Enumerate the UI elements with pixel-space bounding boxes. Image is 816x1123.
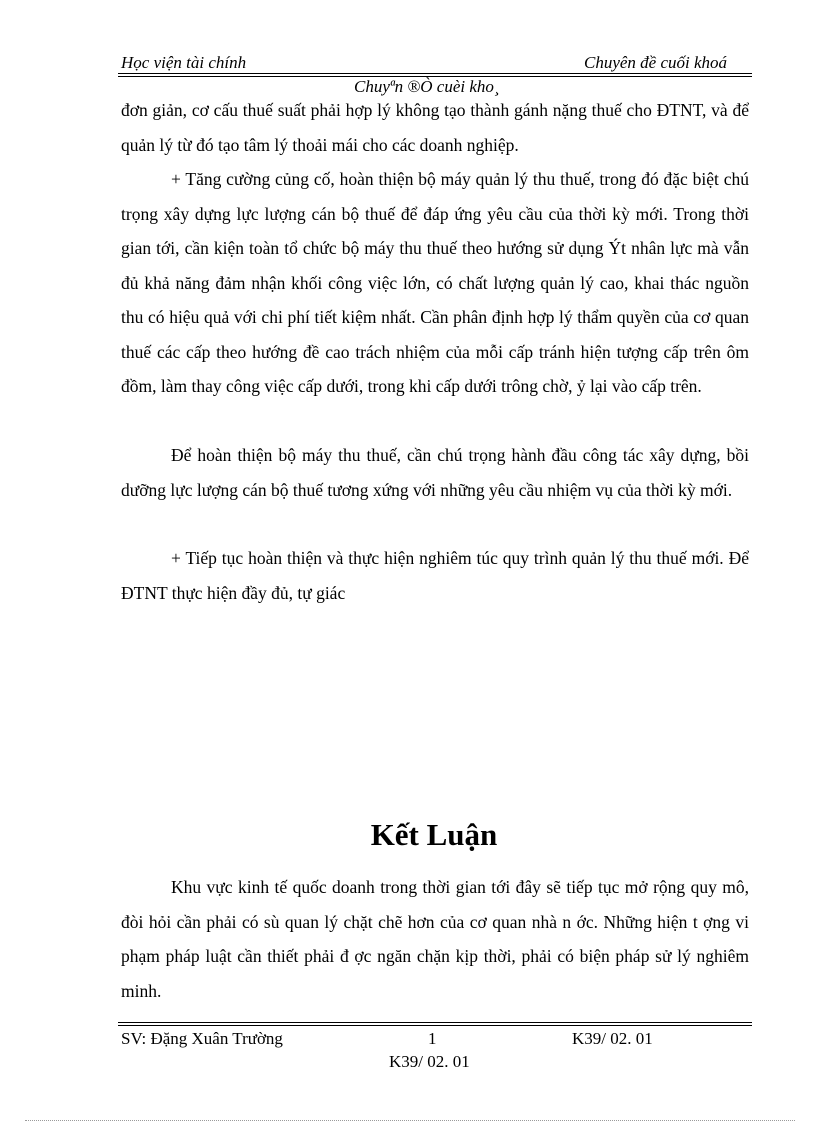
header-rule	[118, 73, 752, 74]
footer-subcode: K39/ 02. 01	[389, 1052, 470, 1071]
header-school: Học viện tài chính	[121, 53, 247, 72]
footer-class-code: K39/ 02. 01	[572, 1029, 653, 1048]
body-paragraph: Để hoàn thiện bộ máy thu thuế, cần chú trọng hành đầu công tác xây dựng, bồi dưỡng lực lượng cán bộ thuế tương xứng với những yêu cầu nhiệm vụ của thời kỳ mới.	[121, 445, 749, 500]
body-paragraph: + Tăng cường củng cố, hoàn thiện bộ máy quản lý thu thuế, trong đó đặc biệt chú trọng xây dựng lực lượng cán bộ thuế để đáp ứng yêu cầu của thời kỳ mới. Trong thời gian tới, cần kiện toàn tổ chức bộ máy thu thuế theo hướng sử dụng Ýt nhân lực mà vẫn đủ khả năng đảm nhận khối công việc lớn, có chất lượng quản lý cao, khai thác nguồn thu có hiệu quả với chi phí tiết kiệm nhất. Cần phân định hợp lý thẩm quyền của cơ quan thuế các cấp theo hướng đề cao trách nhiệm của mỗi cấp tránh hiện tượng cấp trên ôm đồm, làm thay công việc cấp dưới, trong khi cấp dưới trông chờ, ỷ lại vào cấp trên.	[121, 169, 749, 396]
footer-student: SV: Đặng Xuân Trường	[121, 1029, 283, 1048]
header-doc-type: Chuyên đề cuối khoá	[584, 53, 728, 72]
conclusion-title: Kết Luận	[370, 817, 498, 852]
body-paragraph: đơn giản, cơ cấu thuế suất phải hợp lý không tạo thành gánh nặng thuế cho ĐTNT, và để quản lý từ đó tạo tâm lý thoải mái cho các doanh nghiệp.	[121, 100, 749, 155]
footer-page-number: 1	[428, 1029, 437, 1048]
header-subtitle: Chuyªn ®Ò cuèi kho¸	[354, 77, 500, 96]
page-edge-divider	[25, 1120, 795, 1121]
footer-rule	[118, 1022, 752, 1023]
conclusion-paragraph: Khu vực kinh tế quốc doanh trong thời gian tới đây sẽ tiếp tục mở rộng quy mô, đòi hỏi cần phải có sù quan lý chặt chẽ hơn của cơ quan nhà n ớc. Những hiện t ợng vi phạm pháp luật cần thiết phải đ ợc ngăn chặn kịp thời, phải có biện pháp sử lý nghiêm minh.	[121, 877, 749, 1001]
footer-rule	[118, 1025, 752, 1026]
body-paragraph: + Tiếp tục hoàn thiện và thực hiện nghiêm túc quy trình quản lý thu thuế mới. Để ĐTNT thực hiện đầy đủ, tự giác	[121, 548, 749, 603]
